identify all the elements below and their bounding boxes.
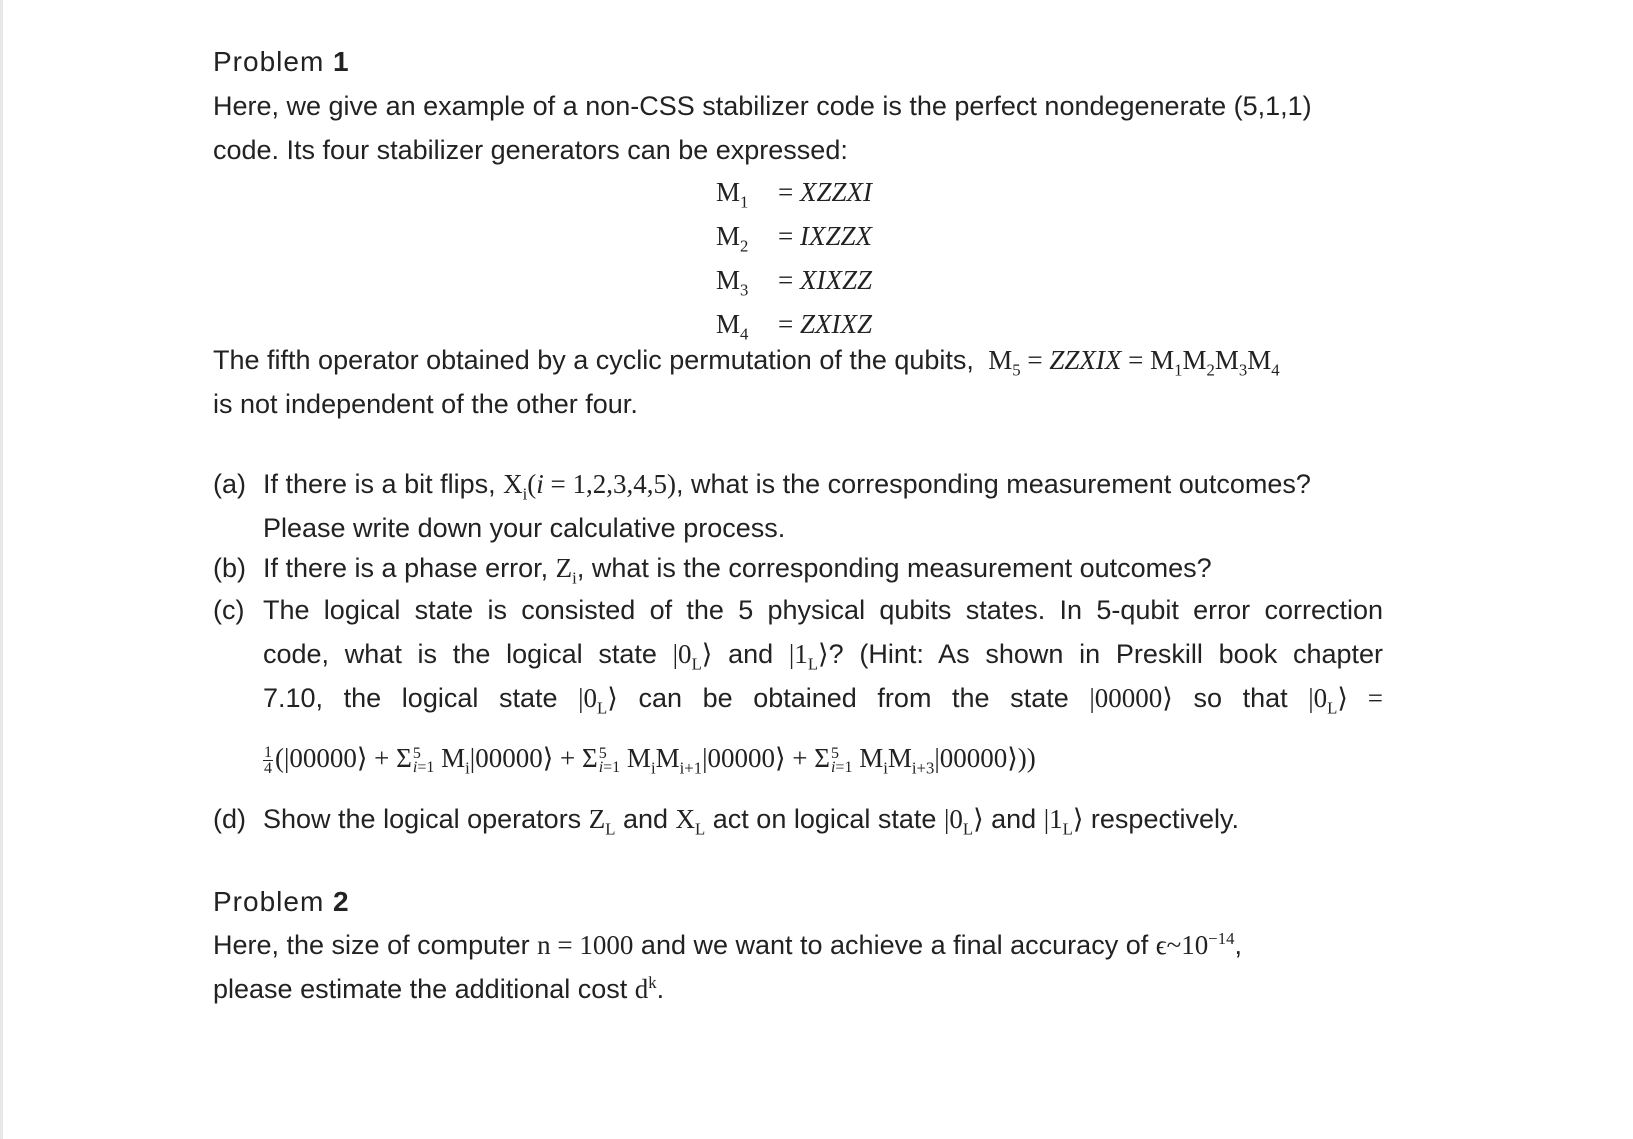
problem-2-line-2: please estimate the additional cost $d^k$. [213, 973, 665, 1004]
part-b-body: If there is a phase error, $Z_i$, what is the corresponding measurement outcomes? [263, 553, 1212, 588]
part-a-label: (a) [213, 469, 246, 499]
problem-2-heading: Problem 2 [213, 886, 350, 917]
intro-line-1: Here, we give an example of a non-CSS stabilizer code is the perfect nondegenerate (5,1,1) [213, 91, 1312, 121]
generator-m1: $M_1$ = XZZXI [716, 177, 872, 212]
generator-m3: $M_3$ = XIXZZ [716, 265, 872, 300]
fifth-operator-paragraph [213, 338, 1383, 426]
part-d-label: (d) [213, 804, 246, 834]
part-a [213, 462, 1383, 550]
part-a-body: If there is a bit flips, $X_i(i = 1,2,3,4,5)$, what is the corresponding measurement outcomes? Please write down your calculative process. [263, 469, 1311, 543]
generator-m2: $M_2$ = IXZZX [716, 221, 872, 256]
part-c-body: The logical state is consisted of the 5 physical qubits states. In 5-qubit error correction code, what is the logical state $|0_L⟩$ and $|1_L⟩$? (Hint: As shown in Preskill book chapter 7.10, the logical state $|0_L⟩$ can be obtained from the state |00000⟩ so that $|0_L⟩$ = $\frac{1}{4}$ (|00000⟩ + Σ 5 i=1 $M_i|00000⟩ + \Sigma$ 5 i=1 $M_iM_{i+1}|00000⟩ + \Sigma$ 5 i=1 $M_iM_{i+3}|00000⟩$)) [263, 588, 1383, 780]
fifth-operator-line-2: is not independent of the other four. [213, 389, 638, 419]
part-d-body: Show the logical operators $Z_L$ and $X_L$ act on logical state $|0_L⟩$ and $|1_L⟩$ respectively. [263, 804, 1239, 839]
part-b-label: (b) [213, 553, 246, 583]
part-c-label: (c) [213, 595, 245, 625]
problem-2-body [213, 923, 1383, 1011]
problem-1-heading: Problem 1 [213, 46, 350, 77]
problem-2-line-1: Here, the size of computer n = 1000 and we want to achieve a final accuracy of $\epsilon\sim 10^{-14}$, [213, 929, 1242, 960]
logical-zero-formula: $\frac{1}{4}$ (|00000⟩ + Σ 5 i=1 $M_i|00000⟩ + \Sigma$ 5 i=1 $M_iM_{i+1}|00000⟩ + \Sigma$ 5 i=1 $M_iM_{i+3}|00000⟩$)) [264, 743, 1036, 778]
part-d [213, 797, 1383, 841]
stabilizer-generators [716, 170, 1016, 346]
fifth-operator-line-1: The fifth operator obtained by a cyclic permutation of the qubits, $M_5$ = ZZXIX = $M_1M_2M_3M_4$ [213, 345, 1280, 380]
part-c [213, 588, 1383, 788]
intro-line-2: code. Its four stabilizer generators can be expressed: [213, 135, 848, 165]
part-b [213, 546, 1383, 590]
page-left-border [0, 0, 3, 1139]
generator-m4: $M_4$ = ZXIXZ [716, 309, 872, 344]
problem-1-intro [213, 84, 1383, 172]
